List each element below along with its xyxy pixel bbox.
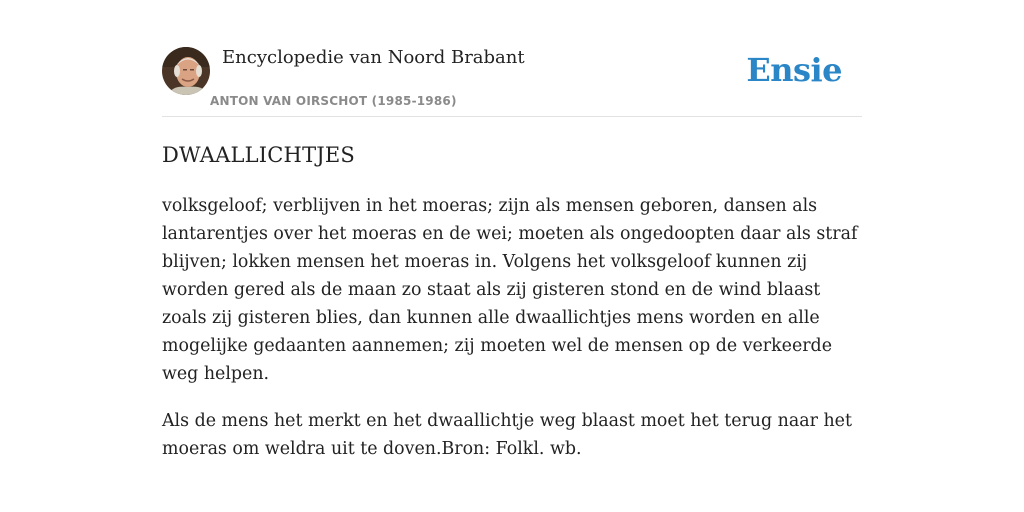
entry-title: DWAALLICHTJES [162, 143, 356, 167]
book-title[interactable]: Encyclopedie van Noord Brabant [222, 47, 525, 68]
author-avatar[interactable] [162, 47, 210, 95]
entry-body [162, 192, 866, 482]
author-portrait-icon [162, 47, 210, 95]
entry-paragraph: Als de mens het merkt en het dwaallichtje weg blaast moet het terug naar het moeras om weldra uit te doven.Bron: Folkl. wb. [162, 411, 852, 459]
header [162, 46, 862, 117]
author-name[interactable]: ANTON VAN OIRSCHOT (1985-1986) [210, 94, 457, 108]
ensie-logo-link[interactable]: Ensie [746, 51, 842, 89]
entry-paragraph: volksgeloof; verblijven in het moeras; zijn als mensen geboren, dansen als lantarentjes over het moeras en de wei; moeten als ongedoopten daar als straf blijven; lokken mensen het moeras in. Volgens het volksgeloof kunnen zij worden gered als de maan zo staat als zij gisteren stond en de wind blaast zoals zij gisteren blies, dan kunnen alle dwaallichtjes mens worden en alle mogelijke gedaanten aannemen; zij moeten wel de mensen op de verkeerde weg helpen. [162, 196, 858, 384]
